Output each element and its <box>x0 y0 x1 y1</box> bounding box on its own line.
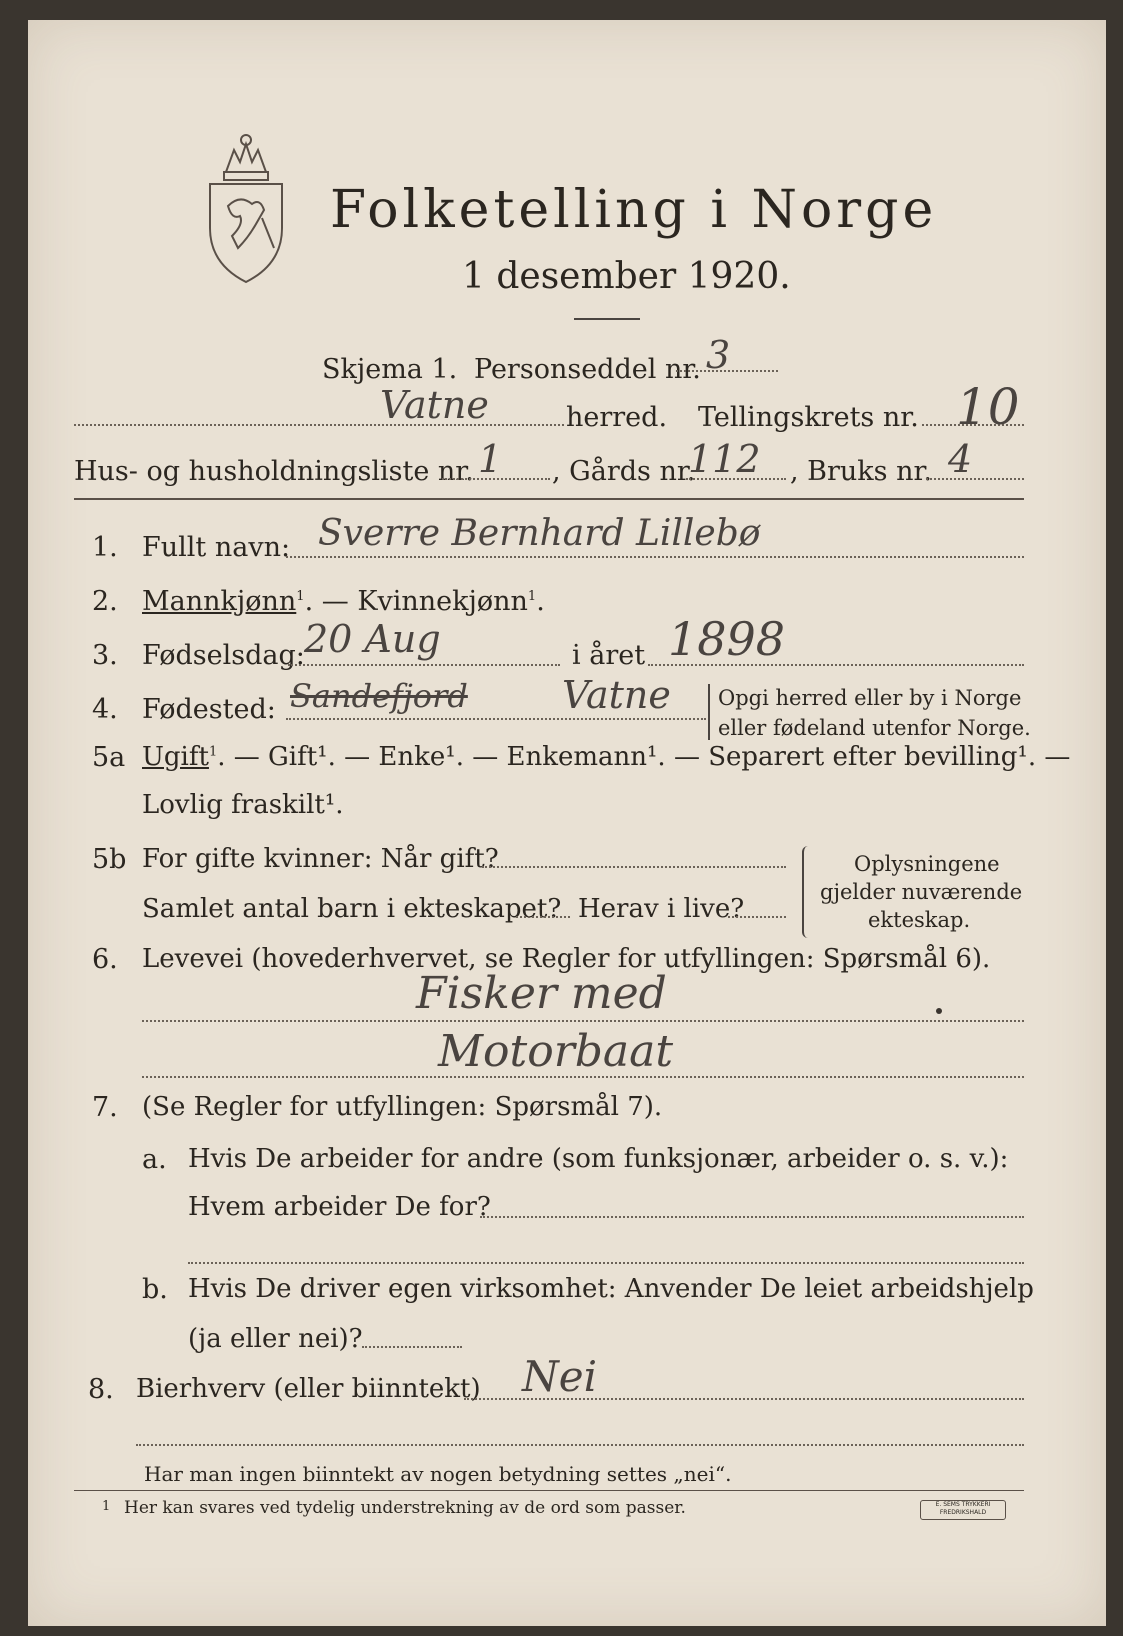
q4-number: 4. <box>92 694 118 725</box>
q6-number: 6. <box>92 944 118 975</box>
q4-note-line1: Opgi herred eller by i Norge <box>718 686 1022 710</box>
q7a-answer-line[interactable] <box>480 1216 1024 1218</box>
q5b-children-line <box>516 916 570 918</box>
q5a-line2[interactable]: Lovlig fraskilt¹. <box>142 790 344 820</box>
q8-line2[interactable] <box>136 1444 1024 1446</box>
skjema-label: Skjema 1. <box>322 354 458 385</box>
q5b-number: 5b <box>92 844 127 875</box>
q5b-label3: Herav i live? <box>578 894 745 924</box>
census-form-sheet <box>28 20 1106 1626</box>
header-separator <box>74 498 1024 500</box>
q7b-line2: (ja eller nei)? <box>188 1324 363 1354</box>
q7-number: 7. <box>92 1092 118 1123</box>
bruks-line <box>926 478 1024 480</box>
q2-options: Mannkjønn$^1$. — Kvinnekjønn$^1$. <box>142 586 545 617</box>
q3-number: 3. <box>92 640 118 671</box>
bruks-value[interactable]: 4 <box>948 437 973 481</box>
gards-label: , Gårds nr. <box>552 456 696 487</box>
q7a-number: a. <box>142 1144 167 1175</box>
footer-note: Har man ingen biinntekt av nogen betydning settes „nei“. <box>144 1462 732 1486</box>
q4-line <box>286 718 706 720</box>
q1-value[interactable]: Sverre Bernhard Lillebø <box>318 513 761 554</box>
q4-note-line2: eller fødeland utenfor Norge. <box>718 716 1031 740</box>
bruks-label: , Bruks nr. <box>790 456 933 487</box>
q7-label: (Se Regler for utfyllingen: Spørsmål 7). <box>142 1092 663 1122</box>
q3-label: Fødselsdag: <box>142 640 305 671</box>
q4-value[interactable]: Vatne <box>562 673 671 717</box>
q4-label: Fødested: <box>142 694 276 725</box>
herred-value[interactable]: Vatne <box>380 383 489 427</box>
q5a-option-ugift[interactable]: Ugift <box>142 742 209 772</box>
gards-value[interactable]: 112 <box>688 437 761 481</box>
q2-sep: . — <box>304 586 358 617</box>
personseddel-value[interactable]: 3 <box>706 333 731 377</box>
q6-label: Levevei (hovederhvervet, se Regler for utfyllingen: Spørsmål 6). <box>142 944 991 974</box>
q5b-note-brace <box>802 846 812 938</box>
q5a-line1: Ugift$^1$. — Gift¹. — Enke¹. — Enkemann¹. — Separert efter bevilling¹. — <box>142 742 1071 772</box>
q1-line <box>286 556 1024 558</box>
herred-line <box>74 424 564 426</box>
q8-value[interactable]: Nei <box>522 1352 598 1401</box>
title-divider <box>574 318 640 320</box>
q4-value-struck: Sandefjord <box>290 677 468 715</box>
hus-value[interactable]: 1 <box>478 437 503 481</box>
q5b-when-line <box>482 866 786 868</box>
printer-stamp: E. SEMS TRYKKERI FREDRIKSHALD <box>920 1500 1006 1520</box>
footer-separator <box>74 1490 1024 1491</box>
tellingskrets-value[interactable]: 10 <box>956 378 1020 436</box>
q7a-line1: Hvis De arbeider for andre (som funksjonær, arbeider o. s. v.): <box>188 1144 1009 1174</box>
tellingskrets-label: Tellingskrets nr. <box>698 402 919 433</box>
q7b-answer-line[interactable] <box>362 1346 462 1348</box>
q7b-line1: Hvis De driver egen virksomhet: Anvender De leiet arbeidshjelp <box>188 1274 1034 1304</box>
q3-date-line <box>288 664 560 666</box>
q8-label: Bierhverv (eller biinntekt) <box>136 1374 481 1404</box>
q6-value1[interactable]: Fisker med <box>416 968 667 1019</box>
q5b-label2: Samlet antal barn i ekteskapet? <box>142 894 562 924</box>
q2-option-female[interactable]: Kvinnekjønn <box>357 586 528 617</box>
form-date: 1 desember 1920. <box>462 256 791 297</box>
q8-number: 8. <box>88 1374 114 1405</box>
form-title: Folketelling i Norge <box>330 180 938 240</box>
coat-of-arms-icon <box>204 128 288 286</box>
q5a-number: 5a <box>92 742 126 773</box>
hus-label: Hus- og husholdningsliste nr. <box>74 456 474 487</box>
q3-year-label: i året <box>572 640 646 671</box>
q3-year-value[interactable]: 1898 <box>668 612 786 666</box>
q5b-note-line2: gjelder nuværende <box>820 880 1023 904</box>
q6-value2[interactable]: Motorbaat <box>438 1026 674 1077</box>
q1-label: Fullt navn: <box>142 532 291 563</box>
q5b-note-line1: Oplysningene <box>854 852 1000 876</box>
q5b-label1: For gifte kvinner: Når gift? <box>142 844 499 874</box>
q5a-options-rest[interactable]: . — Gift¹. — Enke¹. — Enkemann¹. — Separert efter bevilling¹. — <box>217 742 1071 772</box>
personseddel-label: Personseddel nr. <box>474 354 701 385</box>
q4-note-brace <box>708 684 716 740</box>
q7b-number: b. <box>142 1274 168 1305</box>
q7a-line2: Hvem arbeider De for? <box>188 1192 491 1222</box>
q3-value[interactable]: 20 Aug <box>304 617 441 661</box>
q6-line1 <box>142 1020 1024 1022</box>
q2-number: 2. <box>92 586 118 617</box>
q2-option-male[interactable]: Mannkjønn <box>142 586 297 617</box>
footnote: Her kan svares ved tydelig understrekning av de ord som passer. <box>124 1498 686 1518</box>
q5b-note-line3: ekteskap. <box>868 908 971 932</box>
footnote-mark: 1 <box>102 1499 111 1514</box>
herred-label: herred. <box>566 402 668 433</box>
q6-dot <box>936 1008 942 1014</box>
q5b-alive-line <box>728 916 786 918</box>
q7a-answer-line2[interactable] <box>188 1262 1024 1264</box>
q1-number: 1. <box>92 532 118 563</box>
